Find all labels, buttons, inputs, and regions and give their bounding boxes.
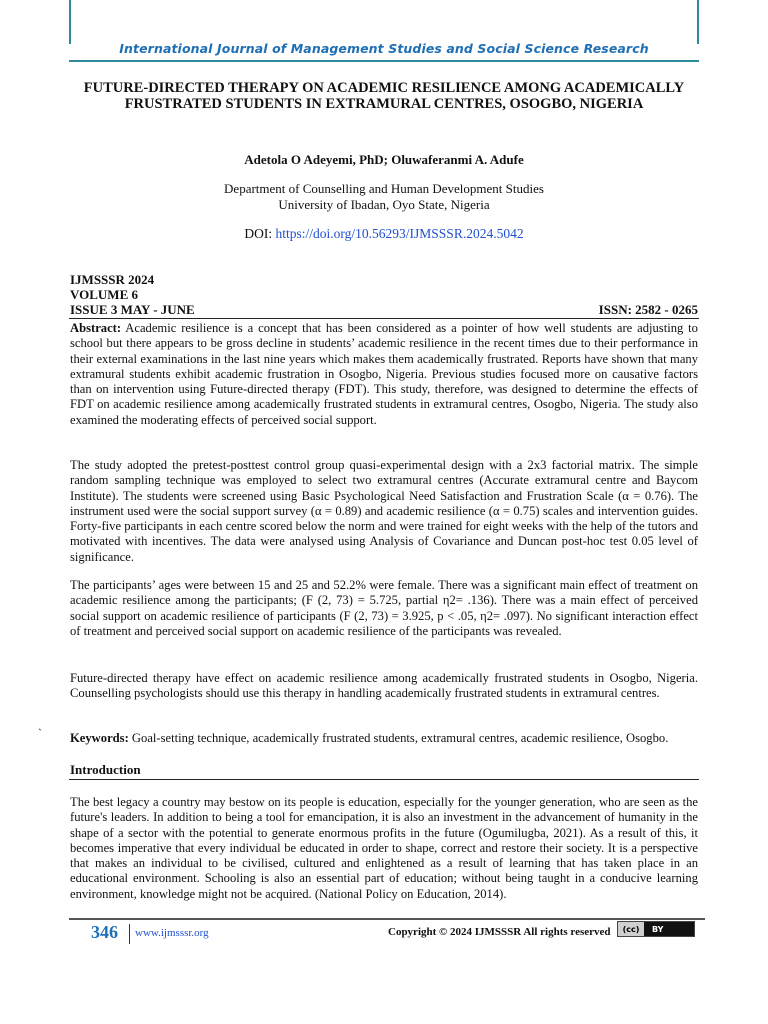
- keywords-label: Keywords:: [70, 731, 129, 745]
- website-link[interactable]: www.ijmsssr.org: [135, 927, 209, 939]
- issue-issn-row: [70, 302, 698, 318]
- header-rule: [69, 60, 699, 62]
- header-right-bar: [697, 0, 699, 44]
- volume: VOLUME 6: [70, 287, 138, 302]
- affiliation-university: University of Ibadan, Oyo State, Nigeria: [278, 197, 490, 212]
- meta-rule: [69, 318, 699, 319]
- affiliation-department: Department of Counselling and Human Development Studies: [224, 181, 544, 196]
- cc-icon: (cc): [618, 922, 644, 936]
- stray-mark: `: [38, 726, 42, 740]
- page-number: 346: [91, 922, 118, 942]
- footer-divider: [129, 924, 130, 944]
- copyright: Copyright © 2024 IJMSSSR All rights reserved: [388, 926, 611, 938]
- header-left-bar: [69, 0, 71, 44]
- introduction-rule: [69, 779, 699, 780]
- abstract-label: Abstract:: [70, 321, 122, 335]
- doi-line: [0, 226, 768, 242]
- keywords-text: Goal-setting technique, academically frustrated students, extramural centres, academic resilience, Osogbo.: [131, 731, 669, 745]
- abstract-paragraph-4: Future-directed therapy have effect on academic resilience among academically frustrated students in Osogbo, Nigeria. Counselling psychologists should use this therapy in handling academically frustrated students in extramural centres.: [70, 671, 698, 701]
- issue: ISSUE 3 MAY - JUNE: [70, 302, 195, 317]
- abstract-text-1: Academic resilience is a concept that has been considered as a pointer of how well students are adjusting to school but there appears to be gross decline in students’ academic resilience in the recent times due to their performance in their external examinations in the last nine years which makes them academically frustrated. Reports have shown that many extramural students exhibit academic frustration in Osogbo, Nigeria. Previous studies focused more on causative factors than on intervention using Future-directed therapy (FDT). This study, therefore, was designed to determine the effects of FDT on academic resilience among academically frustrated students in extramural centres, Osogbo, Nigeria. The study also examined the moderating effects of perceived social support.: [70, 321, 698, 427]
- affiliation: [0, 181, 768, 213]
- journal-year: IJMSSSR 2024: [70, 272, 155, 287]
- abstract-paragraph-1: [70, 321, 698, 428]
- keywords: [70, 731, 698, 746]
- journal-title: International Journal of Management Studies and Social Science Research: [119, 41, 649, 56]
- introduction-heading: Introduction: [70, 762, 141, 777]
- abstract-paragraph-2: The study adopted the pretest-posttest control group quasi-experimental design with a 2x3 factorial matrix. The simple random sampling technique was employed to select two extramural centres (Accurate extramural centre and Baycom Institute). The students were screened using Basic Psychological Need Satisfaction and Frustration Scale (α = 0.76). The instrument used were the social support survey (α = 0.89) and academic resilience (α = 0.75) scales and intervention guides. Forty-five participants in each centre scored below the norm and were trained for eight weeks with the help of the tutors and motivated with incentives. The data were analysed using Analysis of Covariance and Duncan post-hoc test 0.05 level of significance.: [70, 458, 698, 564]
- doi-link[interactable]: https://doi.org/10.56293/IJMSSSR.2024.5042: [275, 226, 524, 241]
- doi-label: DOI:: [244, 226, 273, 241]
- footer-rule: [69, 918, 705, 920]
- issn: ISSN: 2582 - 0265: [598, 302, 698, 317]
- abstract-paragraph-3: The participants’ ages were between 15 and 25 and 52.2% were female. There was a significant main effect of treatment on academic resilience among the participants; (F (2, 73) = 5.725, partial η2= .136). There was a main effect of perceived social support on academic resilience of participants (F (2, 73) = 3.925, p < .05, η2= .097). No significant interaction effect of treatment and perceived social support on academic resilience of the participants was revealed.: [70, 578, 698, 638]
- authors: Adetola O Adeyemi, PhD; Oluwaferanmi A. Adufe: [244, 152, 524, 167]
- cc-by-license-badge: [617, 921, 695, 937]
- paper-title: FUTURE-DIRECTED THERAPY ON ACADEMIC RESILIENCE AMONG ACADEMICALLY FRUSTRATED STUDENTS IN EXTRAMURAL CENTRES, OSOGBO, NIGERIA: [83, 80, 685, 112]
- by-icon: BY: [652, 924, 664, 934]
- introduction-paragraph-1: The best legacy a country may bestow on its people is education, especially for the younger generation, who are seen as the future's leaders. In addition to being a tool for emancipation, it is also an investment in the advancement of humanity in the shape of a sector with the potential to generate enormous profits in the future (Ogumilugba, 2021). As a result of this, it becomes imperative that every individual be educated in order to shape, correct and restore their society. It is a perspective that makes an individual to be civilised, cultured and enlightened as a result of learning that has taken place in an educational environment. Schooling is also an essential part of education; without being taught in a conducive learning environment, knowledge might not be acquired. (National Policy on Education, 2014).: [70, 795, 698, 901]
